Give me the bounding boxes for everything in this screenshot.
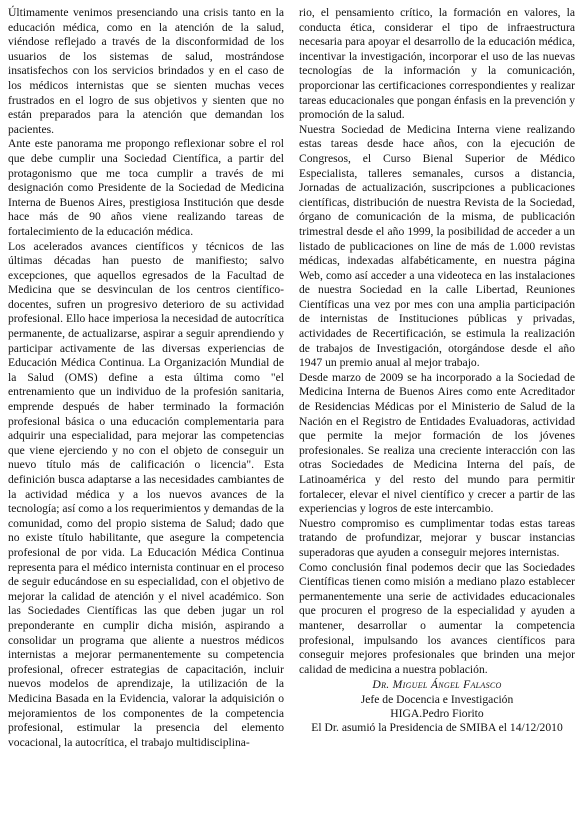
author-role: Jefe de Docencia e Investigación (360, 692, 514, 706)
article-column-right (299, 6, 575, 735)
author-signature (299, 678, 575, 735)
author-hospital: HIGA.Pedro Fiorito (390, 706, 484, 720)
paragraph: Los acelerados avances científicos y técnicos de las últimas décadas han puesto de manifiesto; salvo excepciones, que aquellos egresados de la Facultad de Medicina que se desvinculan de los centros científico-docentes, sufren un progresivo deterioro de su actividad profesional. Ello hace imperiosa la necesidad de autocrítica permanente, de actualizarse, aspirar a seguir aprendiendo y participar activamente de las diversas experiencias de Educación Médica Continua. La Organización Mundial de la Salud (OMS) define a esta última como "el entrenamiento que un individuo de la profesión sanitaria, emprende después de haber terminado la formación profesional básica o una educación complementaria para adquirir una especialidad, para mejorar las competencias que viene ejerciendo y no con el objeto de conseguir un nuevo título más de calificación o licencia". Esta definición busca adaptarse a las necesidades cambiantes de la actividad médica y a los nuevos avances de la tecnología; así como a los requerimientos y demandas de la comunidad, como del propio sistema de Salud; dado que no existe título habilitante, que asegure la competencia profesional de por vida. La Educación Médica Continua representa para el médico internista continuar en el proceso de seguir educándose en su especialidad, con el objetivo de mejorar la calidad de atención y el nivel académico. Son las Sociedades Científicas las que deben jugar un rol preponderante en cumplir dicha misión, aspirando a consolidar un programa que aliente a nuestros médicos internistas a mejorar permanentemente su competencia profesional, ofrecer estrategias de capacitación, incluir nuevos modelos de aprendizaje, la utilización de la Medicina Basada en la Evidencia, valorar la adquisición o mejoramientos de los componentes de la competencia profesional, estimular la presencia del elemento vocacional, la autocrítica, el trabajo multidisciplina- (8, 239, 284, 749)
paragraph: rio, el pensamiento crítico, la formación en valores, la conducta ética, considerar el tipo de infraestructura necesaria para apoyar el desarrollo de la educación médica, incentivar la investigación, incorporar el uso de las nuevas tecnologías de la información y la comunicación, proporcionar las certificaciones correspondientes y realizar tareas educacionales que pongan énfasis en la prevención y promoción de la salud. (299, 6, 575, 122)
article-column-left (8, 6, 284, 750)
paragraph: Como conclusión final podemos decir que las Sociedades Científicas tienen como misión a mediano plazo establecer permanentemente una serie de actividades educacionales que procuren el progreso de la especialidad y ayuden a mantener, desarrollar o aumentar la competencia profesional, impulsando los avances científicos para conseguir mejores profesionales que brinden una mejor calidad de medicina a nuestra población. (299, 560, 575, 676)
paragraph: Últimamente venimos presenciando una crisis tanto en la educación médica, como en la atención de la salud, viéndose reflejado a través de la disconformidad de los usuarios de los sistemas de salud, mostrándose insatisfechos con los servicios brindados y en el caso de los médicos internistas que se sienten muchas veces frustrados en el logro de sus objetivos y sienten que no están preparados para la atención que demandan los pacientes. (8, 6, 284, 136)
paragraph: Nuestra Sociedad de Medicina Interna viene realizando estas tareas desde hace años, con la ejecución de Congresos, el Curso Bienal Superior de Médico Especialista, talleres semanales, cursos a distancia, Jornadas de actualización, suscripciones a publicaciones científicas, distribución de nuestra Revista de la Sociedad, órgano de comunicación de la misma, de publicación trimestral desde el año 1999, la posibilidad de acceder a un listado de publicaciones on line de más de 1.000 revistas médicas, indexadas alfabéticamente, en nuestra página Web, como así acceder a una videoteca en las instalaciones de nuestra Sociedad en la calle Libertad, Reuniones Científicas una vez por mes con una amplia participación de internistas de Instituciones públicas y privadas, actividades de Recertificación, se estimula la realización de trabajos de Investigación, otorgándose desde el año 1947 un premio anual al mejor trabajo. (299, 122, 575, 370)
author-note: El Dr. asumió la Presidencia de SMIBA el 14/12/2010 (311, 720, 563, 734)
paragraph: Nuestro compromiso es cumplimentar todas estas tareas tratando de profundizar, mejorar y buscar instancias superadoras que ayuden a conseguir mejores internistas. (299, 516, 575, 559)
paragraph: Desde marzo de 2009 se ha incorporado a la Sociedad de Medicina Interna de Buenos Aires como ente Acreditador de Residencias Médicas por el Ministerio de Salud de la Nación en el Registro de Entidades Evaluadoras, actividad que permite la mejor formación de los jóvenes profesionales. Se realiza una creciente interacción con las otras Sociedades de Medicina Interna del país, de Latinoamérica y del resto del mundo para permitir fortalecer, elevar el nivel científico y crecer a partir de las experiencias y logros de este intercambio. (299, 370, 575, 516)
author-name: Dr. Miguel Ángel Falasco (372, 678, 502, 692)
paragraph: Ante este panorama me propongo reflexionar sobre el rol que debe cumplir una Sociedad Científica, a partir del protagonismo que me toca cumplir a través de mi designación como Presidente de la Sociedad de Medicina Interna de Buenos Aires, prestigiosa Institución que desde hace más de 90 años viene realizando tareas de fortalecimiento de la educación médica. (8, 137, 284, 238)
